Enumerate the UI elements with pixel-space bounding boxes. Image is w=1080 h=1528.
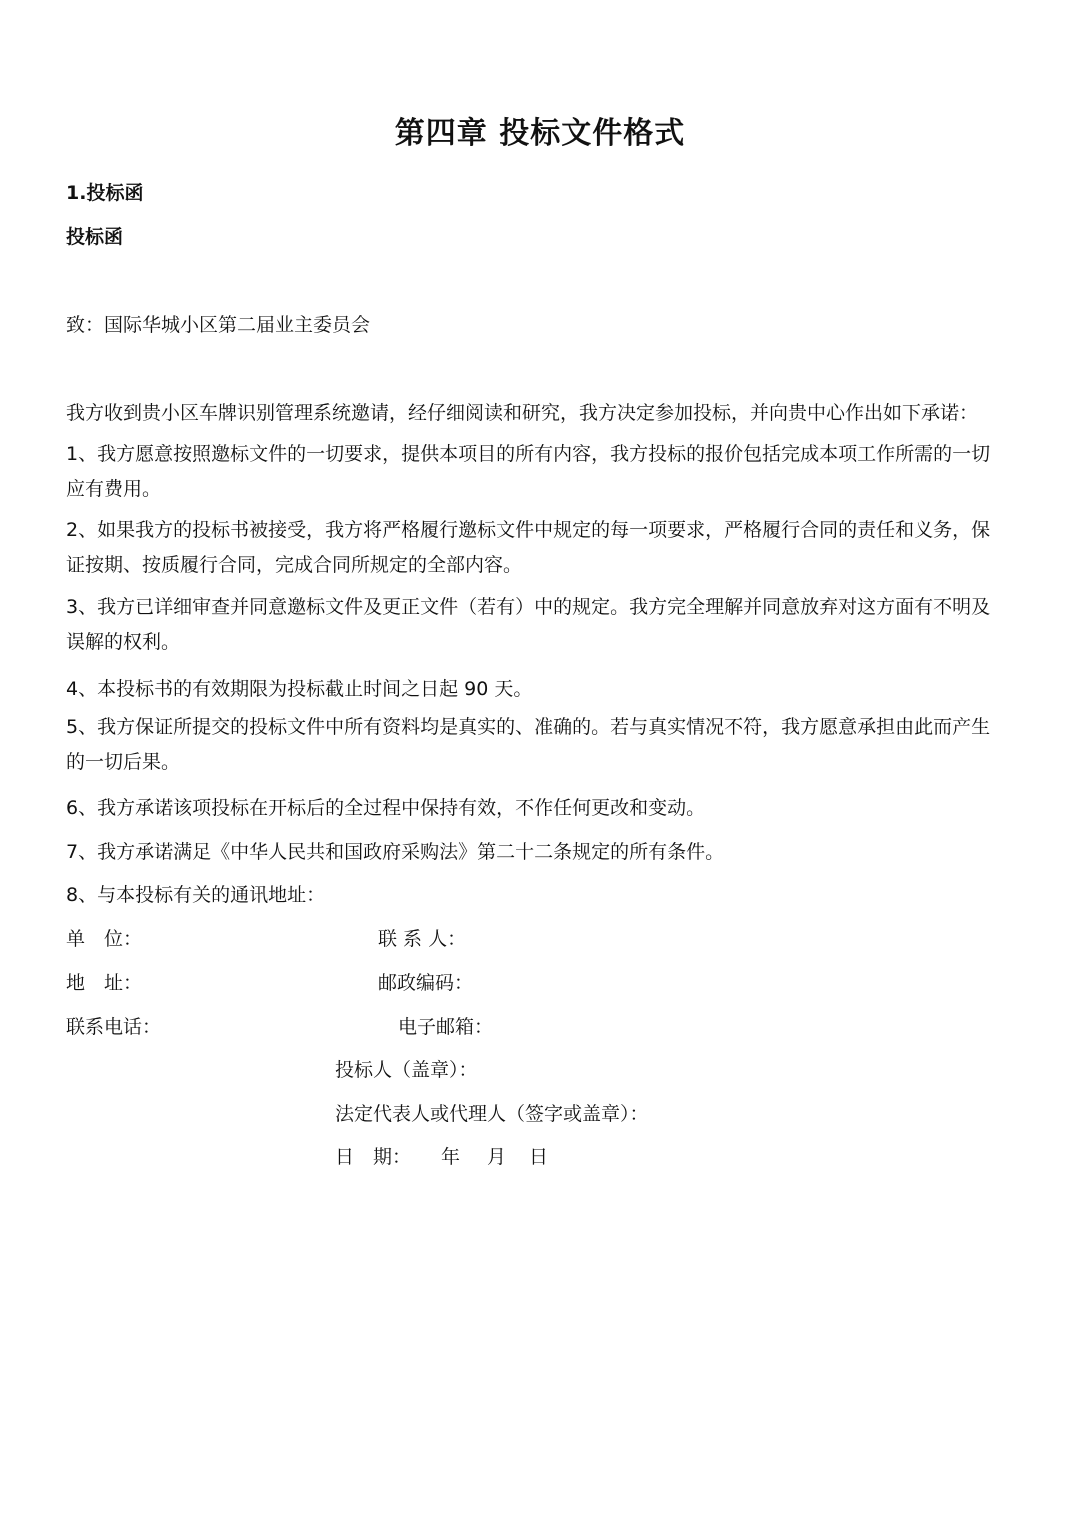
representative-signature-label: 法定代表人或代理人（签字或盖章）： [335, 1103, 649, 1125]
date-day: 日 [529, 1146, 549, 1168]
date-month: 月 [487, 1146, 507, 1168]
commitment-item-6: 6、我方承诺该项投标在开标后的全过程中保持有效，不作任何更改和变动。 [66, 797, 706, 819]
commitment-item-3: 3、我方已详细审查并同意邀标文件及更正文件（若有）中的规定。我方完全理解并同意放弃对这方面有不明及误解的权利。 [66, 596, 991, 653]
postcode-label: 邮政编码： [378, 972, 474, 994]
page-title: 第四章 投标文件格式 [394, 116, 686, 151]
commitment-item-7: 7、我方承诺满足《中华人民共和国政府采购法》第二十二条规定的所有条件。 [66, 841, 725, 863]
commitment-item-2: 2、如果我方的投标书被接受，我方将严格履行邀标文件中规定的每一项要求，严格履行合同的责任和义务，保证按期、按质履行合同，完成合同所规定的全部内容。 [66, 519, 991, 576]
intro-paragraph: 我方收到贵小区车牌识别管理系统邀请，经仔细阅读和研究，我方决定参加投标，并向贵中心作出如下承诺： [66, 402, 979, 424]
bidder-seal-label: 投标人（盖章）： [335, 1059, 478, 1081]
commitment-item-1: 1、我方愿意按照邀标文件的一切要求，提供本项目的所有内容，我方投标的报价包括完成本项工作所需的一切应有费用。 [66, 443, 991, 500]
contact-person-label: 联 系 人： [378, 928, 467, 950]
letter-heading: 投标函 [66, 226, 124, 248]
commitment-item-8: 8、与本投标有关的通讯地址： [66, 884, 326, 906]
email-label: 电子邮箱： [398, 1016, 494, 1038]
phone-label: 联系电话： [66, 1016, 162, 1038]
addressee: 致：国际华城小区第二届业主委员会 [66, 314, 371, 336]
address-label: 地 址： [66, 972, 143, 994]
unit-label: 单 位： [66, 928, 143, 950]
commitment-item-4: 4、本投标书的有效期限为投标截止时间之日起 90 天。 [66, 678, 533, 700]
date-label: 日 期： [335, 1146, 412, 1168]
section-heading: 1.投标函 [66, 182, 144, 204]
date-year: 年 [441, 1146, 461, 1168]
commitment-item-5: 5、我方保证所提交的投标文件中所有资料均是真实的、准确的。若与真实情况不符，我方愿意承担由此而产生的一切后果。 [66, 716, 991, 773]
